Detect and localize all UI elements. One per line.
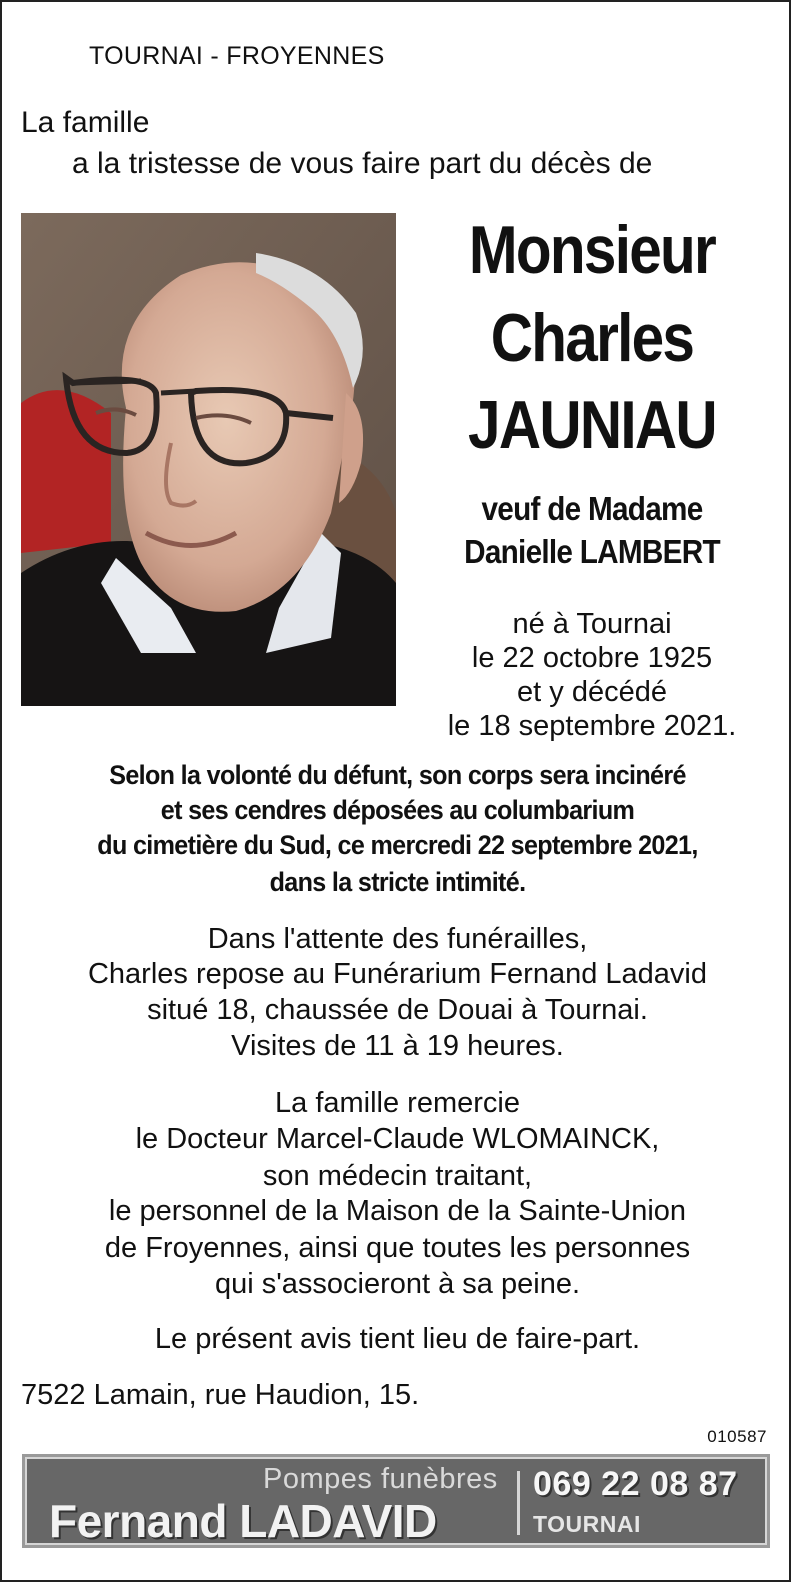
- ceremony-line: dans la stricte intimité.: [269, 867, 526, 897]
- thanks-line: La famille remercie: [275, 1087, 520, 1119]
- portrait-photo: [21, 213, 396, 706]
- visitation-line: Visites de 11 à 19 heures.: [231, 1030, 564, 1062]
- birth-date: le 22 octobre 1925: [471, 642, 713, 674]
- spouse-line-2: Danielle LAMBERT: [464, 533, 720, 570]
- visitation-line: Dans l'attente des funérailles,: [207, 923, 588, 955]
- birth-place: né à Tournai: [512, 608, 672, 640]
- deceased-title: Monsieur: [468, 212, 716, 288]
- deceased-first-name: Charles: [490, 300, 694, 376]
- thanks-line: le Docteur Marcel-Claude WLOMAINCK,: [135, 1123, 660, 1155]
- funeral-home-phone: 069 22 08 87: [533, 1465, 738, 1503]
- death-date: le 18 septembre 2021.: [447, 710, 737, 742]
- spouse-line-1: veuf de Madame: [481, 490, 703, 527]
- location-header: TOURNAI - FROYENNES: [89, 42, 385, 70]
- thanks-line: le personnel de la Maison de la Sainte-Union: [108, 1195, 687, 1227]
- ceremony-line: du cimetière du Sud, ce mercredi 22 septembre 2021,: [97, 830, 698, 860]
- deceased-last-name: JAUNIAU: [468, 387, 716, 463]
- visitation-line: Charles repose au Funérarium Fernand Ladavid: [87, 958, 707, 990]
- reference-number: 010587: [707, 1427, 767, 1446]
- funeral-home-tagline: Pompes funèbres: [263, 1463, 498, 1495]
- funeral-home-banner: [22, 1454, 770, 1548]
- visitation-line: situé 18, chaussée de Douai à Tournai.: [147, 994, 648, 1026]
- banner-panel: [25, 1457, 767, 1545]
- thanks-line: son médecin traitant,: [262, 1160, 533, 1192]
- death-place: et y décédé: [517, 676, 667, 708]
- funeral-home-name: Fernand LADAVID: [49, 1495, 437, 1547]
- thanks-line: qui s'associeront à sa peine.: [214, 1268, 581, 1300]
- notice-text: Le présent avis tient lieu de faire-part.: [154, 1323, 641, 1355]
- thanks-line: de Froyennes, ainsi que toutes les personnes: [104, 1232, 691, 1264]
- ceremony-line: Selon la volonté du défunt, son corps sera incinéré: [109, 760, 686, 790]
- intro-announcement: a la tristesse de vous faire part du décès de: [72, 147, 653, 180]
- banner-divider: [517, 1471, 520, 1535]
- funeral-home-city: TOURNAI: [533, 1511, 641, 1537]
- family-address: 7522 Lamain, rue Haudion, 15.: [21, 1379, 420, 1411]
- ceremony-line: et ses cendres déposées au columbarium: [160, 795, 635, 825]
- intro-family: La famille: [21, 106, 150, 139]
